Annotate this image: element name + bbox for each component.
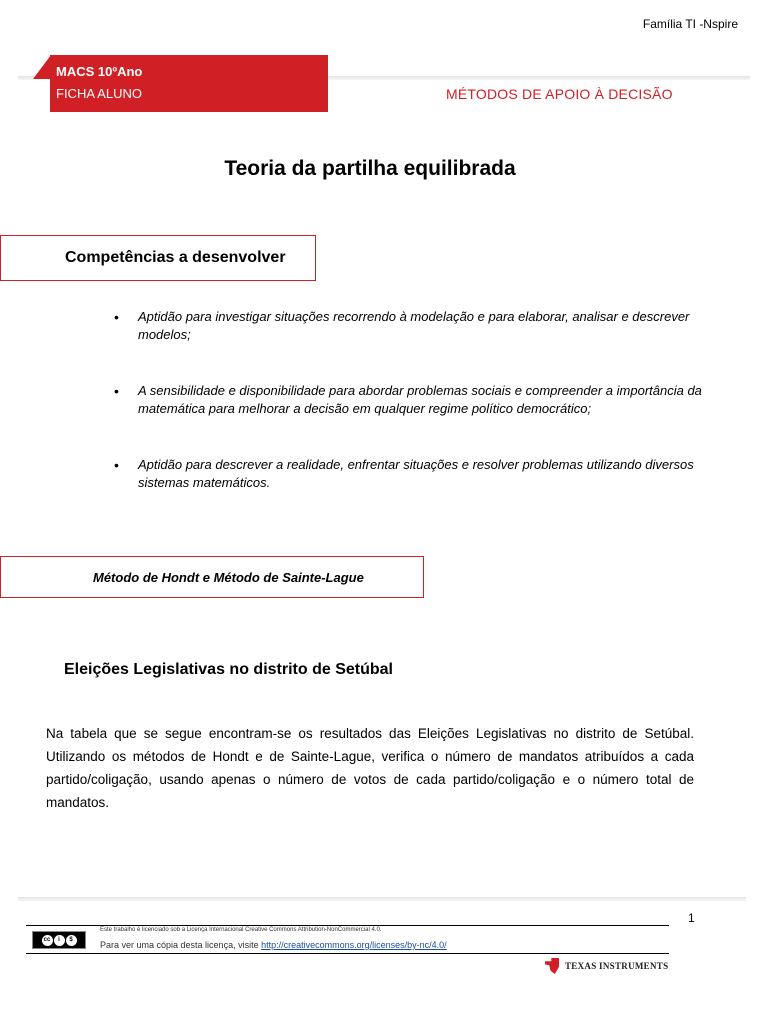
competencies-list [114,308,714,492]
method-box [0,556,424,598]
method-heading: Método de Hondt e Método de Sainte-Lague [93,569,364,585]
competencies-heading-box [0,235,316,281]
texas-instruments-logo [545,958,668,974]
ti-brand-text: TEXAS INSTRUMENTS [565,961,669,971]
license-link[interactable]: http://creativecommons.org/licenses/by-nc/4.0/ [261,940,447,950]
list-item: • Aptidão para descrever a realidade, enfrentar situações e resolver problemas utilizando diversos sistemas matemáticos. [114,456,714,492]
by-icon: i [54,935,65,946]
course-label: MACS 10ºAno [56,64,143,79]
creative-commons-badge-icon[interactable] [32,931,86,949]
competencies-heading: Competências a desenvolver [65,249,286,266]
ti-logo-icon [545,958,559,974]
header-tab-notch [33,55,51,79]
nc-icon: $ [66,935,77,946]
license-link-prefix: Para ver uma cópia desta licença, visite [100,940,262,950]
subject-label: MÉTODOS DE APOIO À DECISÃO [446,86,673,102]
page-number: 1 [688,911,695,925]
footer-divider [18,897,746,901]
section-heading: Eleições Legislativas no distrito de Setúbal [64,661,393,678]
body-paragraph: Na tabela que se segue encontram-se os resultados das Eleições Legislativas no distrito de Setúbal. Utilizando os métodos de Hondt e de Sainte-Lague, verifica o número de mandatos atribuídos a cada partido/coligação, usando apenas o número de votos de cada partido/coligação e o número total de mandatos. [46,726,694,810]
license-link-line [100,940,447,950]
list-item: • Aptidão para investigar situações recorrendo à modelação e para elaborar, analisar e descrever modelos; [114,308,714,344]
cc-icon: cc [42,935,53,946]
page-title: Teoria da partilha equilibrada [224,157,516,180]
worksheet-label: FICHA ALUNO [56,86,142,101]
license-text: Este trabalho é licenciado sob a Licença Internacional Creative Commons Attribution-NonCommercial 4.0. [100,927,382,933]
header-family-label: Família TI -Nspire [642,17,738,31]
list-item: • A sensibilidade e disponibilidade para abordar problemas sociais e compreender a importância da matemática para melhorar a decisão em qualquer regime político democrático; [114,382,714,418]
